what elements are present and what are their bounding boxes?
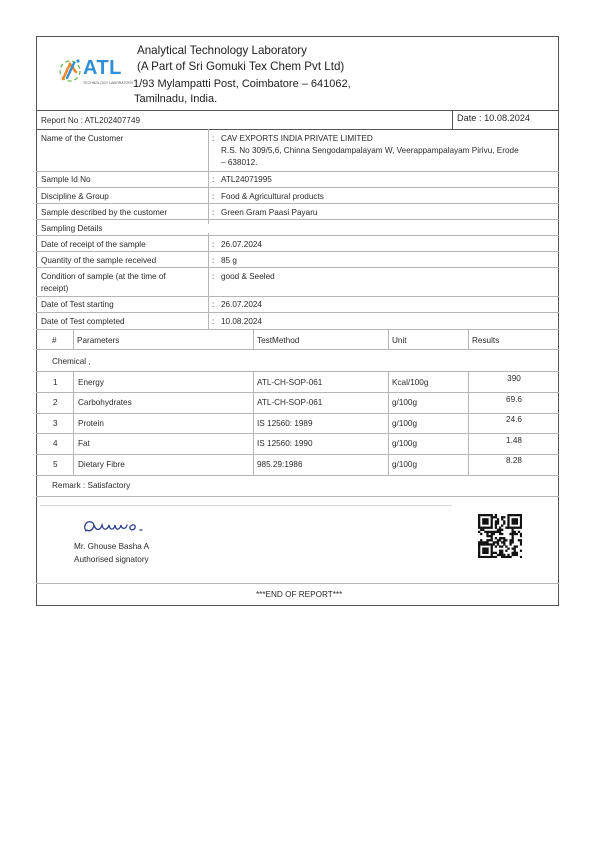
- results-group-label: Chemical ,: [52, 357, 91, 366]
- receipt-date: 26.07.2024: [221, 240, 262, 249]
- table-row-3-number: 3: [53, 419, 58, 428]
- qr-code: [478, 514, 522, 558]
- table-row-1-unit: Kcal/100g: [392, 378, 429, 387]
- detail-label-condition-line1: Condition of sample (at the time of: [41, 272, 166, 281]
- end-of-report: ***END OF REPORT***: [256, 590, 343, 599]
- table-row-5-method: 985.29:1986: [257, 460, 303, 469]
- atl-logo: [58, 52, 134, 92]
- signature-handwriting: [80, 513, 160, 541]
- table-row-4-unit: g/100g: [392, 439, 418, 448]
- table-row-4-method: IS 12560: 1990: [257, 439, 313, 448]
- table-row-1-parameter: Energy: [78, 378, 104, 387]
- separator: :: [212, 272, 215, 281]
- table-row-5-unit: g/100g: [392, 460, 418, 469]
- table-row-2-unit: g/100g: [392, 398, 418, 407]
- separator: :: [212, 134, 215, 143]
- discipline-value: Food & Agricultural products: [221, 192, 324, 201]
- col-header-unit: Unit: [392, 336, 407, 345]
- col-header-parameters: Parameters: [77, 336, 120, 345]
- separator: :: [212, 192, 215, 201]
- table-row-3-result: 24.6: [506, 415, 522, 424]
- table-row-3-parameter: Protein: [78, 419, 104, 428]
- detail-label-sample-id: Sample Id No: [41, 175, 91, 184]
- table-row-5-result: 8.28: [506, 456, 522, 465]
- lab-address-line2: Tamilnadu, India.: [134, 93, 218, 105]
- customer-name: CAV EXPORTS INDIA PRIVATE LIMITED: [221, 134, 373, 143]
- detail-label-receipt-date: Date of receipt of the sample: [41, 240, 146, 249]
- signature-scribble-icon: [80, 513, 160, 541]
- table-row-4-result: 1.48: [506, 436, 522, 445]
- detail-label-discipline: Discipline & Group: [41, 192, 109, 201]
- lab-address-line1: 1/93 Mylampatti Post, Coimbatore – 641062,: [133, 78, 351, 90]
- customer-address-line2: – 638012.: [221, 158, 258, 167]
- table-row-4-number: 4: [53, 439, 58, 448]
- report-date: Date : 10.08.2024: [457, 113, 531, 123]
- col-header-number: #: [52, 336, 57, 345]
- remark: Remark : Satisfactory: [52, 481, 131, 490]
- detail-label-customer: Name of the Customer: [41, 134, 124, 143]
- separator: :: [212, 208, 215, 217]
- separator: :: [212, 175, 215, 184]
- customer-address-line1: R.S. No 309/5,6, Chinna Sengodampalayam W, Veerappampalayam Pirivu, Erode: [221, 146, 519, 155]
- detail-label-quantity: Quantity of the sample received: [41, 256, 157, 265]
- logo-text: ATL: [83, 57, 122, 79]
- sample-description: Green Gram Paasi Payaru: [221, 208, 318, 217]
- col-header-test-method: TestMethod: [257, 336, 300, 345]
- qr-code-icon: [478, 514, 522, 558]
- table-row-4-parameter: Fat: [78, 439, 90, 448]
- table-row-1-number: 1: [53, 378, 58, 387]
- sample-condition: good & Seeled: [221, 272, 275, 281]
- table-row-5-number: 5: [53, 460, 58, 469]
- report-number: Report No : ATL202407749: [41, 116, 141, 125]
- detail-label-test-completed: Date of Test completed: [41, 317, 125, 326]
- table-row-2-result: 69.6: [506, 395, 522, 404]
- table-row-2-number: 2: [53, 398, 58, 407]
- lab-name: Analytical Technology Laboratory: [137, 44, 307, 57]
- table-row-5-parameter: Dietary Fibre: [78, 460, 125, 469]
- separator: :: [212, 317, 215, 326]
- logo-tagline: TECHNOLOGY LABORATORY: [83, 81, 134, 85]
- sample-id: ATL24071995: [221, 175, 272, 184]
- test-start-date: 26.07.2024: [221, 300, 262, 309]
- sampling-details-heading: Sampling Details: [41, 224, 222, 233]
- table-row-2-parameter: Carbohydrates: [78, 398, 132, 407]
- detail-label-sample-description: Sample described by the customer: [41, 208, 168, 217]
- separator: :: [212, 240, 215, 249]
- detail-label-test-start: Date of Test starting: [41, 300, 114, 309]
- detail-label-condition-line2: receipt): [41, 284, 69, 293]
- lab-parent: (A Part of Sri Gomuki Tex Chem Pvt Ltd): [137, 60, 345, 73]
- signatory-title: Authorised signatory: [74, 555, 149, 564]
- table-row-1-method: ATL-CH-SOP-061: [257, 378, 323, 387]
- sample-quantity: 85 g: [221, 256, 237, 265]
- test-completed-date: 10.08.2024: [221, 317, 262, 326]
- table-row-3-method: IS 12560: 1989: [257, 419, 313, 428]
- col-header-results: Results: [472, 336, 500, 345]
- table-row-1-result: 390: [507, 374, 521, 383]
- signatory-name: Mr. Ghouse Basha A: [74, 542, 150, 551]
- separator: :: [212, 300, 215, 309]
- table-row-2-method: ATL-CH-SOP-061: [257, 398, 323, 407]
- separator: :: [212, 256, 215, 265]
- table-row-3-unit: g/100g: [392, 419, 418, 428]
